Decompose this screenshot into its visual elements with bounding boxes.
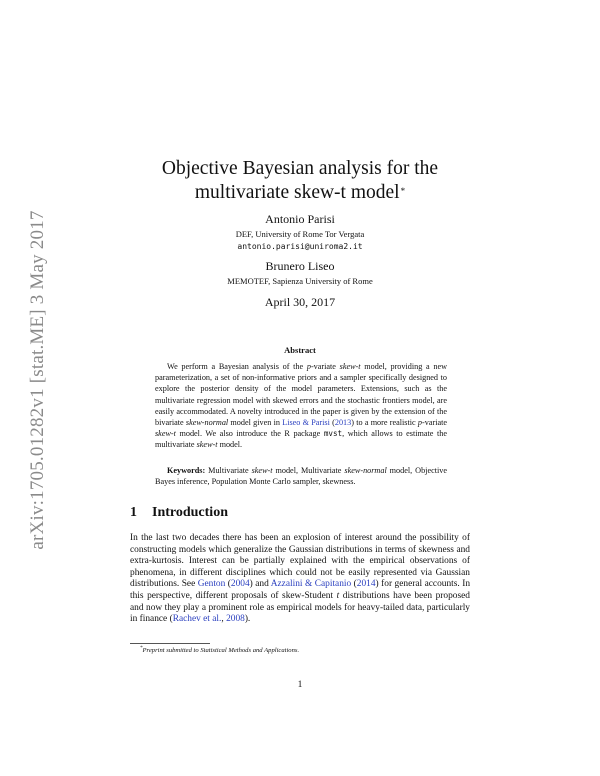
abstract-heading: Abstract <box>284 345 316 355</box>
author-1-email[interactable]: antonio.parisi@uniroma2.it <box>237 242 363 251</box>
package-name: mvst <box>323 429 343 439</box>
page-number: 1 <box>297 680 303 690</box>
keywords: Keywords: Multivariate skew-t model, Multivariate skew-normal model, Objective Bayes inference, Population Monte Carlo sampler, skewness. <box>155 466 447 487</box>
citation-genton-year[interactable]: 2004 <box>230 579 250 590</box>
section-number: 1 <box>130 505 137 520</box>
citation-rachev-year[interactable]: 2008 <box>226 614 245 625</box>
author-2-name: Brunero Liseo <box>265 259 335 273</box>
introduction-paragraph: In the last two decades there has been an explosion of interest around the possibility of constructing models which generalize the Gaussian distributions in terms of skewness and extra-kurtosis. Interest can be partially explained with the empirical observations of phenomena, in different disciplines which could not be easily represented via Gaussian distributions. See Genton (2004) and Azzalini & Capitanio (2014) for general accounts. In this perspective, different proposals of skew-Student t distributions have been proposed and now they play a prominent role as empirical models for heavy-tailed data, particularly in finance (Rachev et al., 2008). <box>130 533 471 625</box>
citation-azzalini-capitanio-year[interactable]: 2014 <box>356 579 376 590</box>
footnote-divider <box>130 643 210 644</box>
title-line-1: Objective Bayesian analysis for the <box>161 158 439 179</box>
publication-date: April 30, 2017 <box>264 295 336 309</box>
title-footnote-marker: * <box>400 186 406 196</box>
arxiv-identifier-text: arXiv:1705.01282v1 [stat.ME] 3 May 2017 <box>27 210 48 550</box>
citation-rachev[interactable]: Rachev et al. <box>172 614 222 625</box>
footnote <box>140 646 299 654</box>
section-title: Introduction <box>152 505 228 520</box>
keywords-label: Keywords: <box>167 466 206 475</box>
citation-liseo-parisi-year[interactable]: 2013 <box>334 418 352 428</box>
author-1-affiliation: DEF, University of Rome Tor Vergata <box>235 229 365 239</box>
title-line-2: multivariate skew-t model* <box>194 182 406 203</box>
footnote-text: Preprint submitted to Statistical Methods and Applications. <box>142 647 300 655</box>
author-1-name: Antonio Parisi <box>265 212 335 226</box>
author-2-affiliation: MEMOTEF, Sapienza University of Rome <box>227 276 373 286</box>
citation-liseo-parisi[interactable]: Liseo & Parisi <box>282 418 330 428</box>
citation-genton[interactable]: Genton <box>197 579 226 590</box>
paper-title <box>130 157 470 205</box>
arxiv-identifier-stamp <box>18 200 58 560</box>
citation-azzalini-capitanio[interactable]: Azzalini & Capitanio <box>270 579 352 590</box>
section-heading-introduction <box>130 505 228 521</box>
footnote-marker: * <box>140 646 143 651</box>
abstract-text: We perform a Bayesian analysis of the p-variate skew-t model, providing a new parameterization, a set of non-informative priors and a sampler specifically designed to explore the posterior density of the model parameters. Extensions, such as the multivariate regression model with skewed errors and the stochastic frontiers model, are easily accommodated. A novelty introduced in the paper is given by the extension of the bivariate skew-normal model given in Liseo & Parisi (2013) to a more realistic p-variate skew-t model. We also introduce the R package mvst, which allows to estimate the multivariate skew-t model. <box>155 362 448 450</box>
